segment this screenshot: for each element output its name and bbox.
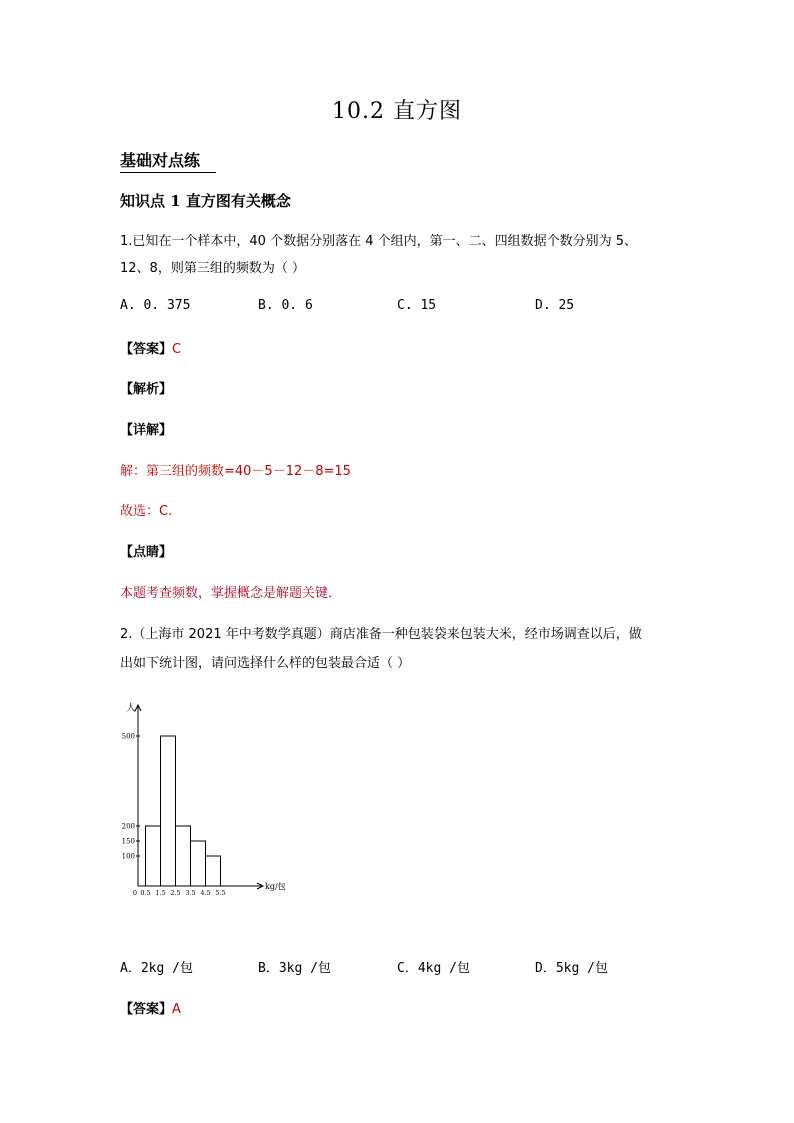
x-tick-label: 5.5 bbox=[215, 889, 226, 897]
q2-option-b: B．3kg /包 bbox=[258, 961, 331, 976]
q1-detail-label: 【详解】 bbox=[120, 423, 173, 438]
histogram-bar bbox=[176, 826, 191, 886]
histogram-bar bbox=[191, 841, 206, 886]
x-tick-label: 2.5 bbox=[170, 889, 181, 897]
q2-answer bbox=[120, 998, 181, 1017]
q1-comment-label: 【点睛】 bbox=[120, 545, 173, 560]
q1-stem-line2: 12、8，则第三组的频数为（ ） bbox=[120, 261, 305, 276]
y-tick-label: 200 bbox=[121, 822, 135, 831]
histogram-bar bbox=[161, 736, 176, 886]
q2-stem-line1: 2.（上海市 2021 年中考数学真题）商店准备一种包装袋来包装大米，经市场调查以后，做 bbox=[120, 627, 642, 642]
y-tick-label: 100 bbox=[121, 852, 135, 861]
q1-stem-line1: 1.已知在一个样本中，40 个数据分别落在 4 个组内，第一、二、四组数据个数分别为 5、 bbox=[120, 234, 638, 249]
q1-comment-text: 本题考查频数，掌握概念是解题关键． bbox=[120, 586, 342, 601]
q1-option-b: B. 0. 6 bbox=[258, 298, 313, 313]
q1-answer bbox=[120, 338, 181, 357]
x-tick-label: 0.5 bbox=[140, 889, 151, 897]
x-tick-label: 0 bbox=[132, 889, 138, 897]
y-axis-label: 人 bbox=[126, 703, 136, 714]
q1-choice-text: 故选：C. bbox=[120, 504, 173, 519]
q1-option-d: D. 25 bbox=[535, 298, 575, 313]
q2-option-a: A．2kg /包 bbox=[120, 961, 193, 976]
histogram-chart bbox=[118, 700, 318, 900]
q2-stem-line2: 出如下统计图，请问选择什么样的包装最合适（ ） bbox=[120, 656, 411, 671]
x-axis-label: kg/包 bbox=[265, 882, 286, 891]
answer-value: A bbox=[172, 1002, 181, 1017]
knowledge-point-heading: 知识点 1 直方图有关概念 bbox=[120, 192, 291, 210]
q1-option-a: A. 0. 375 bbox=[120, 298, 191, 313]
answer-label: 【答案】 bbox=[120, 342, 173, 357]
answer-value: C bbox=[172, 342, 182, 357]
y-tick-label: 150 bbox=[121, 837, 135, 846]
x-tick-label: 1.5 bbox=[155, 889, 166, 897]
x-tick-label: 3.5 bbox=[185, 889, 196, 897]
histogram-bar bbox=[146, 826, 161, 886]
page-title: 10.2 直方图 bbox=[332, 99, 462, 124]
section-underline bbox=[120, 172, 216, 173]
y-tick-label: 500 bbox=[121, 732, 135, 741]
histogram-bar bbox=[206, 856, 221, 886]
x-tick-label: 4.5 bbox=[200, 889, 211, 897]
q1-detail-text: 解：第三组的频数=40－5－12－8=15 bbox=[120, 464, 351, 479]
answer-label: 【答案】 bbox=[120, 1002, 173, 1017]
q2-option-d: D．5kg /包 bbox=[535, 961, 608, 976]
q1-analysis-label: 【解析】 bbox=[120, 382, 173, 397]
section-heading: 基础对点练 bbox=[120, 151, 201, 170]
q2-option-c: C．4kg /包 bbox=[397, 961, 470, 976]
q1-option-c: C. 15 bbox=[397, 298, 437, 313]
